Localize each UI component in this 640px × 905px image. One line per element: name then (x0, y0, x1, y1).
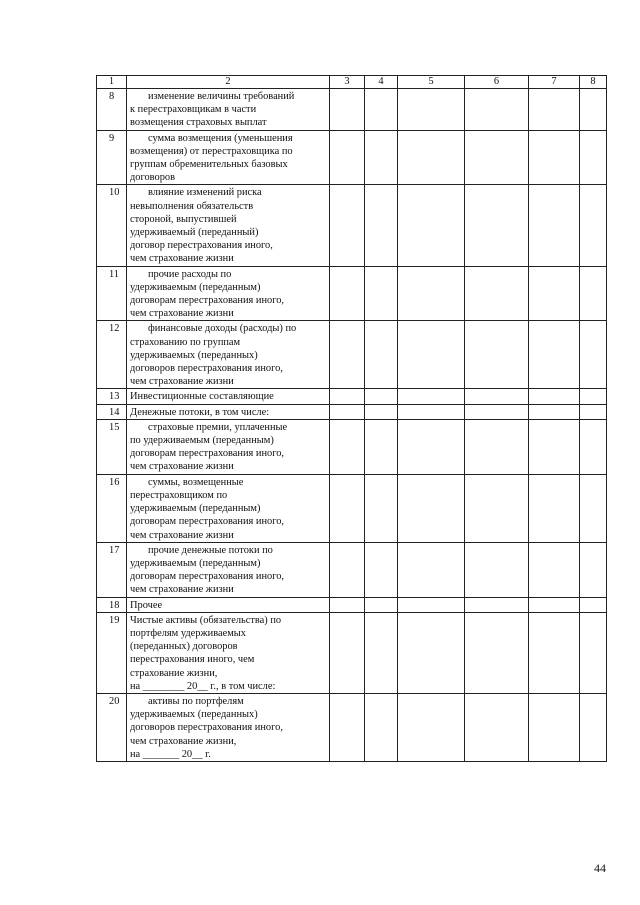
header-cell: 8 (580, 76, 607, 89)
value-cell (465, 693, 529, 761)
value-cell (330, 597, 365, 612)
value-cell (365, 404, 398, 419)
description-line: активы по портфелям (148, 695, 244, 707)
description-line: Прочее (130, 599, 163, 611)
value-cell (529, 542, 580, 597)
description-line: договоров перестрахования иного, (130, 722, 283, 734)
value-cell (580, 419, 607, 474)
description-line: стороной, выпустившей (130, 213, 237, 225)
table-body (97, 76, 607, 762)
row-number: 15 (97, 419, 127, 474)
value-cell (330, 693, 365, 761)
description-line: прочие расходы по (148, 268, 232, 280)
description-line: невыполнения обязательств (130, 200, 254, 212)
table-row (97, 185, 607, 266)
value-cell (398, 419, 465, 474)
row-description (127, 693, 330, 761)
value-cell (529, 130, 580, 185)
header-row (97, 76, 607, 89)
table-row (97, 389, 607, 404)
description-line: договоров (130, 172, 176, 184)
description-line: на ________ 20__ г., в том числе: (130, 680, 276, 692)
row-description (127, 130, 330, 185)
value-cell (465, 474, 529, 542)
description-line: прочие денежные потоки по (148, 544, 273, 556)
value-cell (330, 185, 365, 266)
value-cell (529, 404, 580, 419)
value-cell (529, 321, 580, 389)
value-cell (398, 389, 465, 404)
value-cell (398, 542, 465, 597)
value-cell (465, 612, 529, 693)
value-cell (365, 130, 398, 185)
table-row (97, 474, 607, 542)
description-line: сумма возмещения (уменьшения (148, 132, 293, 144)
value-cell (398, 266, 465, 321)
description-line: чем страхование жизни (130, 253, 234, 265)
row-description (127, 474, 330, 542)
description-line: договоров перестрахования иного, (130, 363, 283, 375)
value-cell (330, 612, 365, 693)
value-cell (529, 693, 580, 761)
value-cell (330, 404, 365, 419)
value-cell (465, 389, 529, 404)
value-cell (330, 474, 365, 542)
table-row (97, 321, 607, 389)
value-cell (365, 321, 398, 389)
value-cell (465, 266, 529, 321)
value-cell (330, 419, 365, 474)
value-cell (580, 612, 607, 693)
row-description (127, 404, 330, 419)
value-cell (529, 89, 580, 131)
value-cell (365, 266, 398, 321)
row-number: 12 (97, 321, 127, 389)
value-cell (365, 542, 398, 597)
value-cell (330, 89, 365, 131)
row-number: 17 (97, 542, 127, 597)
value-cell (365, 185, 398, 266)
value-cell (398, 597, 465, 612)
value-cell (580, 185, 607, 266)
description-line: чем страхование жизни (130, 461, 234, 473)
description-line: Денежные потоки, в том числе: (130, 406, 270, 418)
value-cell (529, 185, 580, 266)
value-cell (365, 89, 398, 131)
description-line: удерживаемым (переданным) (130, 557, 261, 569)
description-line: перестрахования иного, чем (130, 654, 255, 666)
value-cell (529, 266, 580, 321)
value-cell (465, 597, 529, 612)
description-line: удерживаемых (переданных) (130, 349, 258, 361)
value-cell (365, 612, 398, 693)
header-cell: 2 (127, 76, 330, 89)
value-cell (580, 321, 607, 389)
header-cell: 7 (529, 76, 580, 89)
description-line: договорам перестрахования иного, (130, 516, 285, 528)
description-line: изменение величины требований (148, 91, 295, 102)
value-cell (365, 419, 398, 474)
row-description (127, 185, 330, 266)
row-description (127, 419, 330, 474)
value-cell (580, 542, 607, 597)
description-line: удерживаемых (переданных) (130, 709, 258, 721)
report-table (96, 75, 607, 762)
header-cell: 3 (330, 76, 365, 89)
value-cell (398, 130, 465, 185)
description-line: чем страхование жизни, (130, 735, 237, 747)
value-cell (330, 542, 365, 597)
value-cell (465, 419, 529, 474)
row-description (127, 389, 330, 404)
description-line: страхованию по группам (130, 336, 241, 348)
description-line: перестраховщиком по (130, 489, 228, 501)
row-number: 9 (97, 130, 127, 185)
description-line: по удерживаемым (переданным) (130, 435, 274, 447)
description-line: влияние изменений риска (148, 187, 262, 199)
value-cell (580, 597, 607, 612)
description-line: удерживаемым (переданным) (130, 281, 261, 293)
description-line: чем страхование жизни (130, 529, 234, 541)
value-cell (398, 404, 465, 419)
table-row (97, 419, 607, 474)
value-cell (580, 130, 607, 185)
value-cell (529, 474, 580, 542)
row-number: 11 (97, 266, 127, 321)
description-line: суммы, возмещенные (148, 476, 244, 488)
row-number: 20 (97, 693, 127, 761)
header-cell: 6 (465, 76, 529, 89)
row-description (127, 612, 330, 693)
row-description (127, 266, 330, 321)
row-description (127, 542, 330, 597)
description-line: страхование жизни, (130, 667, 218, 679)
description-line: договорам перестрахования иного, (130, 295, 285, 307)
value-cell (330, 130, 365, 185)
description-line: Инвестиционные составляющие (130, 391, 274, 403)
description-line: договорам перестрахования иного, (130, 448, 285, 460)
row-number: 10 (97, 185, 127, 266)
value-cell (365, 474, 398, 542)
description-line: страховые премии, уплаченные (148, 421, 288, 433)
table-row (97, 130, 607, 185)
value-cell (330, 389, 365, 404)
value-cell (580, 693, 607, 761)
value-cell (398, 321, 465, 389)
row-description (127, 89, 330, 131)
row-number: 8 (97, 89, 127, 131)
value-cell (580, 474, 607, 542)
value-cell (330, 266, 365, 321)
description-line: чем страхование жизни (130, 376, 234, 388)
table-row (97, 597, 607, 612)
description-line: финансовые доходы (расходы) по (148, 323, 297, 335)
header-cell: 4 (365, 76, 398, 89)
description-line: возмещения страховых выплат (130, 117, 267, 129)
row-description (127, 597, 330, 612)
description-line: на _______ 20__ г. (130, 748, 211, 760)
value-cell (398, 185, 465, 266)
description-line: группам обременительных базовых (130, 159, 288, 171)
value-cell (465, 404, 529, 419)
description-line: договорам перестрахования иного, (130, 571, 285, 583)
description-line: удерживаемым (переданным) (130, 503, 261, 515)
table-row (97, 542, 607, 597)
table-row (97, 612, 607, 693)
table-row (97, 693, 607, 761)
value-cell (365, 597, 398, 612)
description-line: портфелям удерживаемых (130, 627, 246, 639)
description-line: удерживаемый (переданный) (130, 227, 259, 239)
value-cell (398, 474, 465, 542)
value-cell (465, 89, 529, 131)
description-line: чем страхование жизни (130, 584, 234, 596)
table-row (97, 404, 607, 419)
value-cell (330, 321, 365, 389)
value-cell (580, 404, 607, 419)
description-line: к перестраховщикам в части (130, 104, 257, 116)
row-number: 18 (97, 597, 127, 612)
header-cell: 5 (398, 76, 465, 89)
value-cell (529, 597, 580, 612)
row-number: 19 (97, 612, 127, 693)
value-cell (398, 612, 465, 693)
value-cell (580, 389, 607, 404)
row-number: 14 (97, 404, 127, 419)
description-line: Чистые активы (обязательства) по (130, 614, 282, 626)
table-row (97, 266, 607, 321)
row-number: 16 (97, 474, 127, 542)
header-cell: 1 (97, 76, 127, 89)
value-cell (580, 266, 607, 321)
value-cell (465, 185, 529, 266)
row-description (127, 321, 330, 389)
value-cell (465, 542, 529, 597)
value-cell (365, 389, 398, 404)
value-cell (580, 89, 607, 131)
value-cell (529, 389, 580, 404)
value-cell (529, 419, 580, 474)
value-cell (465, 321, 529, 389)
description-line: (переданных) договоров (130, 641, 238, 653)
description-line: чем страхование жизни (130, 308, 234, 320)
page-number: 44 (594, 861, 606, 875)
description-line: договор перестрахования иного, (130, 240, 273, 252)
description-line: возмещения) от перестраховщика по (130, 145, 293, 157)
value-cell (398, 693, 465, 761)
value-cell (398, 89, 465, 131)
value-cell (465, 130, 529, 185)
table-row (97, 89, 607, 131)
value-cell (365, 693, 398, 761)
row-number: 13 (97, 389, 127, 404)
value-cell (529, 612, 580, 693)
